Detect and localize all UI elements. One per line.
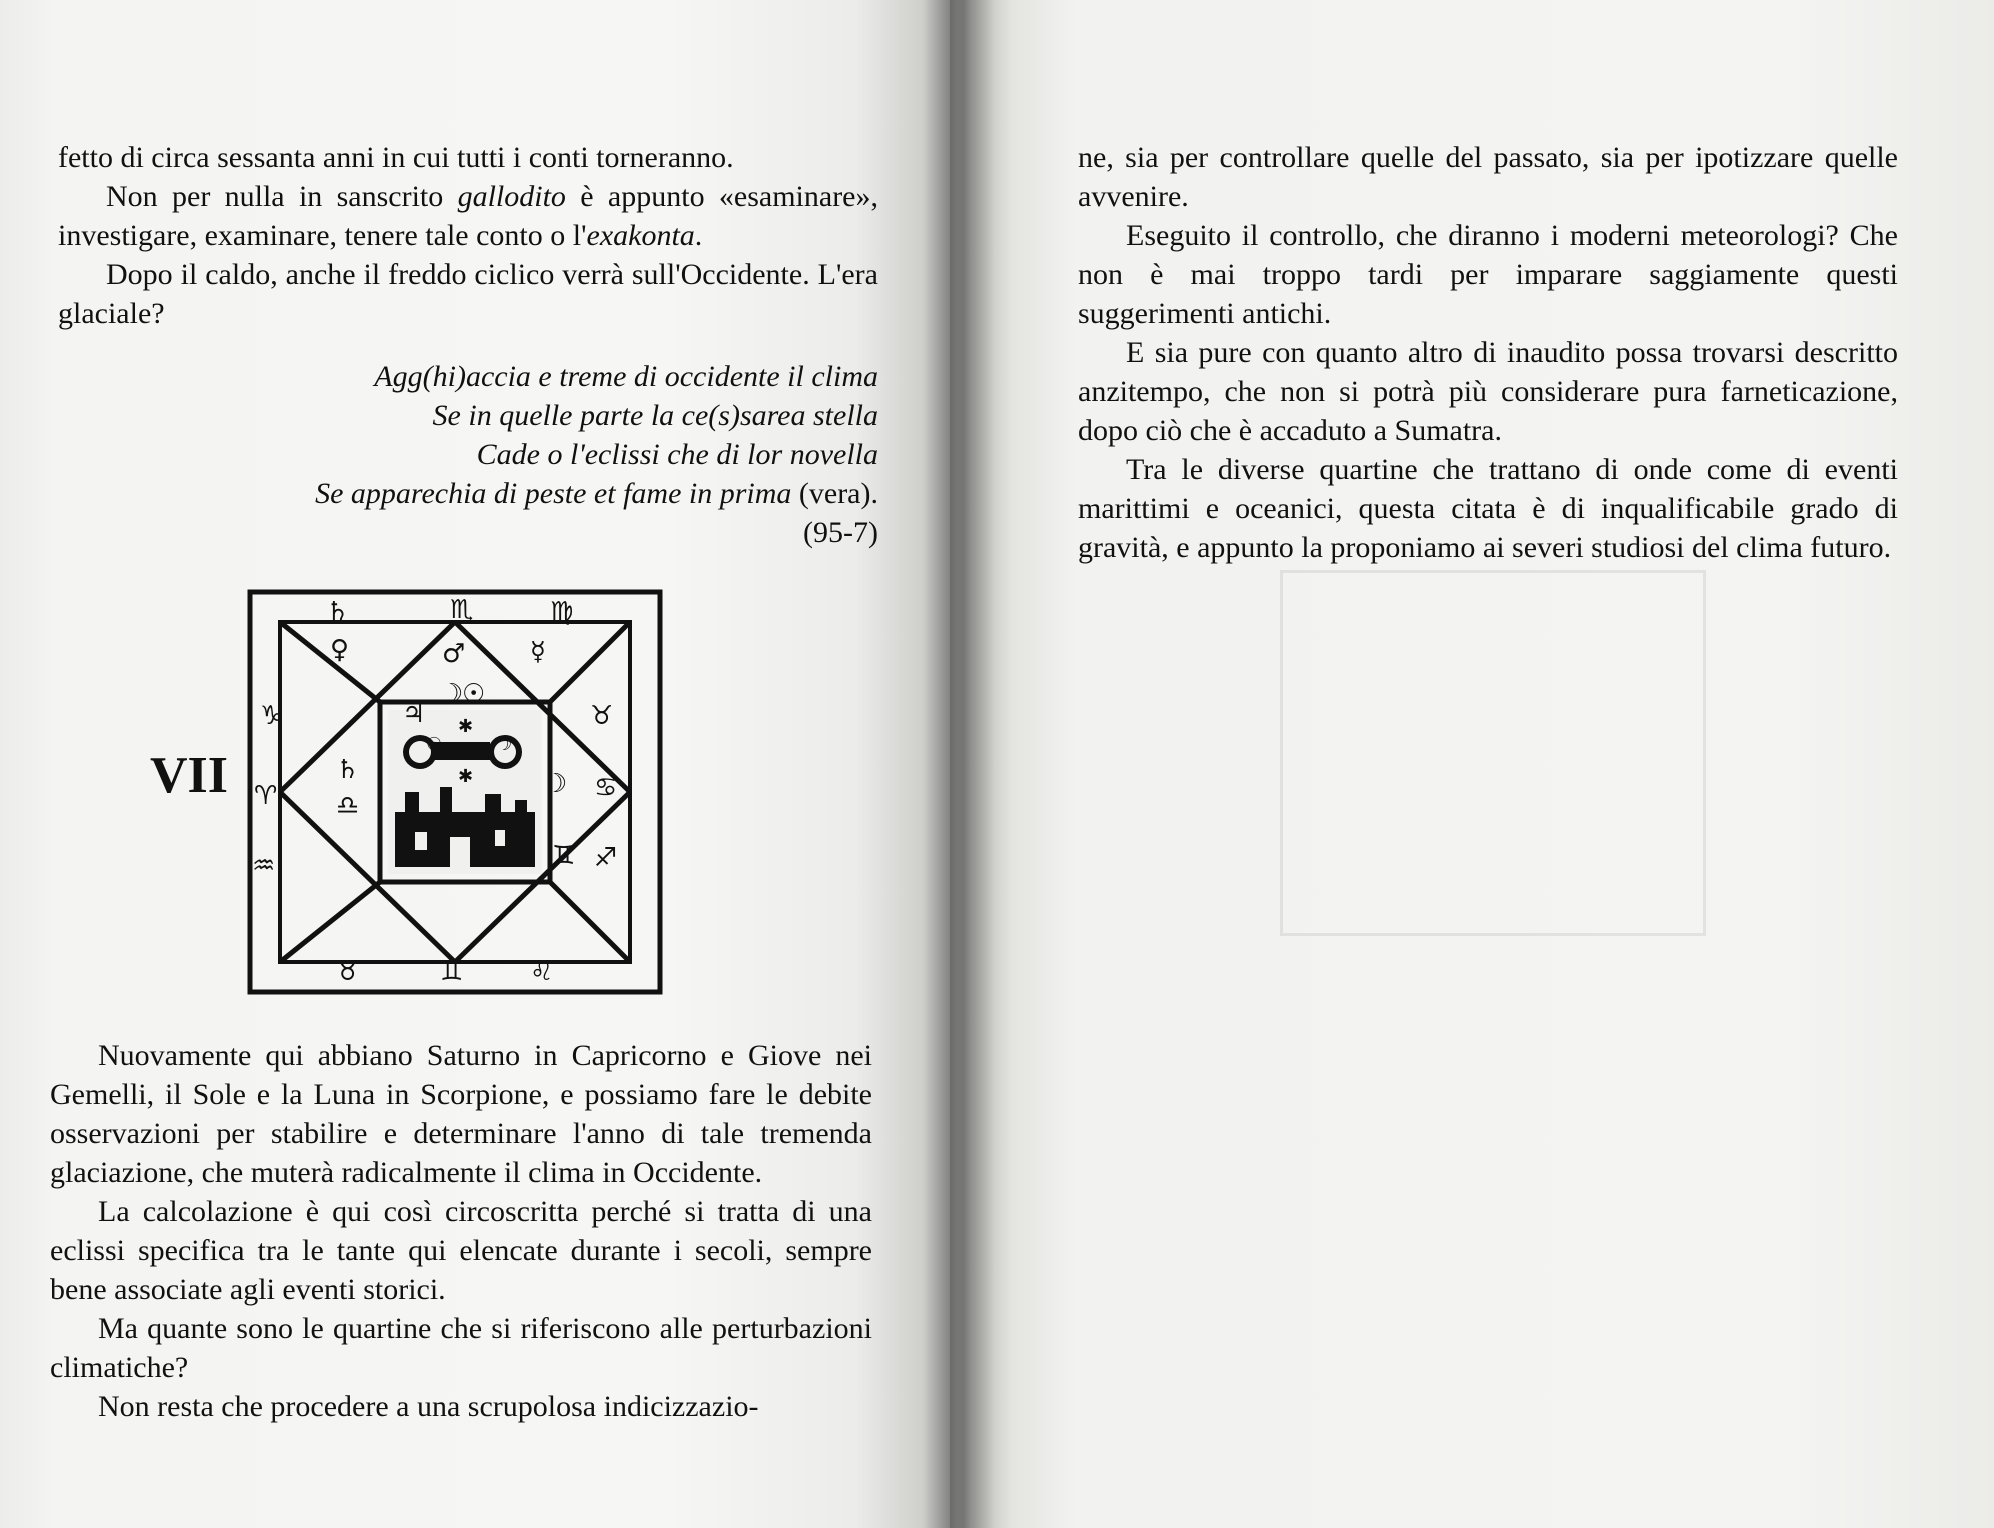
astrological-chart-woodcut [150, 582, 670, 1002]
astro-symbol: ☽ [544, 769, 568, 799]
astro-symbol: ✱ [458, 766, 474, 787]
bleed-through-figure [1280, 570, 1706, 936]
astro-symbol: ♄ [336, 755, 360, 785]
astro-symbol: ☉ [462, 679, 486, 709]
astro-symbol: ♈ [254, 781, 278, 811]
astro-symbol: ♒ [252, 851, 276, 881]
verse-reference: (95-7) [803, 516, 878, 549]
paragraph: Dopo il caldo, anche il freddo ciclico verrà sull'Occidente. L'era glaciale? [58, 258, 878, 330]
paragraph: Non resta che procedere a una scrupolosa indicizzazio- [98, 1390, 759, 1423]
astro-symbol: ♋ [594, 773, 618, 803]
paragraph: La calcolazione è qui così circoscritta perché si tratta di una eclissi specifica tra le tante qui elencate durante i secoli, sempre bene associate agli eventi storici. [50, 1195, 872, 1306]
astro-symbol: ♀ [330, 635, 350, 665]
astro-symbol: ♉ [336, 957, 360, 987]
paragraph: Tra le diverse quartine che trattano di onde come di eventi marittimi e oceanici, questa citata è di inqualificabile grado di gravità, e appunto la proponiamo ai severi studiosi del clima futuro. [1078, 453, 1898, 564]
left-page-top-text [58, 138, 878, 552]
astro-symbol: ♂ [442, 639, 466, 669]
verse-line: Se apparechia di peste et fame in prima (vera). [315, 477, 878, 510]
astro-symbol: ♊ [552, 841, 576, 871]
astro-symbol: ♃ [402, 699, 426, 729]
left-page-bottom-text [50, 1036, 872, 1426]
paragraph: Nuovamente qui abbiano Saturno in Capricorno e Giove nei Gemelli, il Sole e la Luna in Scorpione, e possiamo fare le debite osservazioni per stabilire e determinare l'anno di tale tremenda glaciazione, che muterà radicalmente il clima in Occidente. [50, 1039, 872, 1189]
verse-line: Agg(hi)accia e treme di occidente il clima [374, 360, 878, 393]
astro-symbol: ✱ [458, 716, 474, 737]
book-gutter [925, 0, 995, 1528]
verse-quatrain [58, 357, 878, 513]
paragraph: Non per nulla in sanscrito gallodito è appunto «esaminare», investigare, examinare, tenere tale conto o l'exakonta. [58, 180, 878, 252]
astro-symbol: ♎ [336, 791, 360, 821]
verse-line: Cade o l'eclissi che di lor novella [476, 438, 878, 471]
verse-line: Se in quelle parte la ce(s)sarea stella [432, 399, 878, 432]
paragraph: E sia pure con quanto altro di inaudito possa trovarsi descritto anzitempo, che non si potrà più considerare pura farneticazione, dopo ciò che è accaduto a Sumatra. [1078, 336, 1898, 447]
astro-symbol: ♊ [440, 957, 464, 987]
astro-symbol: ♍ [550, 597, 574, 627]
astro-symbol: ♐ [594, 843, 618, 873]
astro-symbol: ♄ [326, 597, 350, 627]
paragraph: fetto di circa sessanta anni in cui tutti i conti torneranno. [58, 141, 734, 174]
astro-symbol: ☽ [440, 679, 464, 709]
astro-symbol: ☽ [496, 734, 513, 755]
astro-symbol: ♉ [590, 701, 614, 731]
paragraph: Eseguito il controllo, che diranno i moderni meteorologi? Che non è mai troppo tardi per imparare saggiamente questi suggerimenti antichi. [1078, 219, 1898, 330]
paragraph: ne, sia per controllare quelle del passato, sia per ipotizzare quelle avvenire. [1078, 141, 1898, 213]
astro-symbol: ☿ [530, 637, 546, 667]
astro-symbol: ♑ [260, 701, 284, 731]
astro-symbol: ♌ [530, 957, 554, 987]
numeral-vii: VII [150, 747, 229, 804]
astro-symbol: ☉ [426, 734, 443, 755]
paragraph: Ma quante sono le quartine che si riferiscono alle perturbazioni climatiche? [50, 1312, 872, 1384]
astro-symbol: ♏ [450, 595, 474, 625]
right-page-text [1078, 138, 1898, 567]
